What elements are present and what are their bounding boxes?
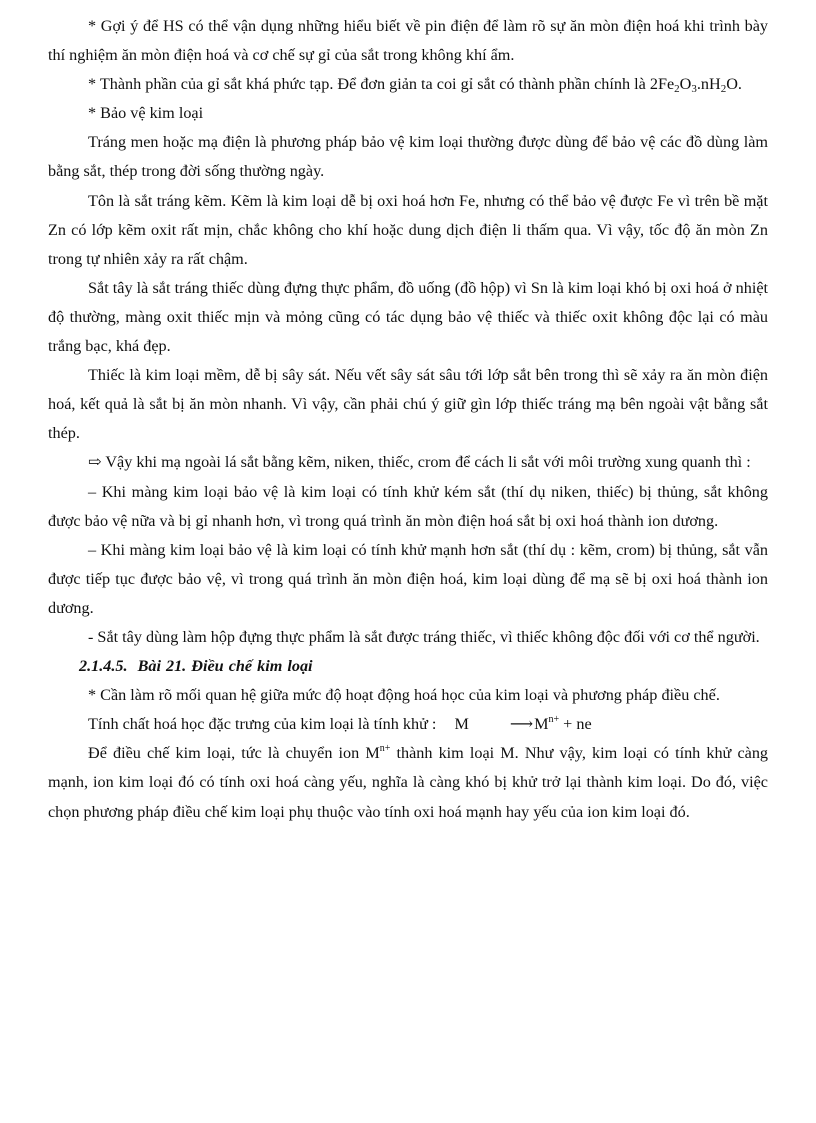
- paragraph-activity-vs-method: * Cần làm rõ mối quan hệ giữa mức độ hoạt động hoá học của kim loại và phương pháp điều chế.: [88, 686, 720, 705]
- rust-formula: $2Fe_2O_3.nH_2O$.: [649, 75, 742, 96]
- paragraph-stronger-metal-case: – Khi màng kim loại bảo vệ là kim loại có tính khử mạnh hơn sắt (thí dụ : kẽm, crom) bị thủng, sắt vẫn được tiếp tục được bảo vệ, vì trong quá trình ăn mòn điện hoá, kim loại dùng để mạ sẽ bị oxi hoá thành ion dương.: [48, 540, 768, 617]
- paragraph-tinplate: Sắt tây là sắt tráng thiếc dùng đựng thực phẩm, đồ uống (đồ hộp) vì Sn là kim loại khó bị oxi hoá ở nhiệt độ thường, màng oxit thiếc mịn và mỏng cũng có tác dụng bảo vệ thiếc và thiếc oxit không độc lại có màu trắng bạc, khá đẹp.: [48, 278, 768, 356]
- reaction-arrow-icon: ⟶: [509, 715, 534, 734]
- oxidation-formula: M $⟶M^{n+}$ + ne: [454, 715, 591, 733]
- paragraph-weaker-metal-case: – Khi màng kim loại bảo vệ là kim loại có tính khử kém sắt (thí dụ niken, thiếc) bị thủng, sắt không được bảo vệ nữa và bị gỉ nhanh hơn, vì trong quá trình ăn mòn điện hoá sắt bị oxi hoá thành ion dương.: [48, 482, 768, 530]
- section-title: Bài 21. Điều chế kim loại: [137, 657, 313, 676]
- paragraph-enamel-plating: Tráng men hoặc mạ điện là phương pháp bảo vệ kim loại thường được dùng để bảo vệ các đồ dùng làm bằng sắt, thép trong đời sống thường ngày.: [48, 133, 768, 181]
- paragraph-tin-can-safety: - Sắt tây dùng làm hộp đựng thực phẩm là sắt được tráng thiếc, vì thiếc không độc đối với cơ thể người.: [88, 627, 760, 646]
- paragraph-reducing-property: Tính chất hoá học đặc trưng của kim loại là tính khử : M $⟶M^{n+}$ + ne: [48, 710, 768, 739]
- paragraph-tin-soft: Thiếc là kim loại mềm, dễ bị sây sát. Nếu vết sây sát sâu tới lớp sắt bên trong thì sẽ xảy ra ăn mòn điện hoá, kết quả là sắt bị ăn mòn nhanh. Vì vậy, cần phải chú ý giữ gìn lớp thiếc tráng mạ bên ngoài vật bằng sắt thép.: [48, 366, 768, 443]
- section-heading: [48, 652, 768, 681]
- paragraph-metal-protection-title: * Bảo vệ kim loại: [88, 104, 204, 123]
- paragraph-metal-preparation: Để điều chế kim loại, tức là chuyển ion $M^{n+}$ thành kim loại M. Như vậy, kim loại có tính khử càng mạnh, ion kim loại đó có tính oxi hoá càng yếu, nghĩa là càng khó bị khử trở lại thành kim loại. Do đó, việc chọn phương pháp điều chế kim loại phụ thuộc vào tính oxi hoá mạnh hay yếu của ion kim loại đó.: [48, 743, 769, 821]
- paragraph-galvanic-hint: * Gợi ý để HS có thể vận dụng những hiểu biết về pin điện để làm rõ sự ăn mòn điện hoá khi trình bày thí nghiệm ăn mòn điện hoá và cơ chế sự gỉ của sắt trong không khí ẩm.: [48, 17, 768, 65]
- arrow-right-icon: ⇨: [88, 453, 102, 472]
- document-page: [48, 12, 768, 827]
- paragraph-galvanized-iron: Tôn là sắt tráng kẽm. Kẽm là kim loại dễ bị oxi hoá hơn Fe, nhưng có thể bảo vệ được Fe vì trên bề mặt Zn có lớp kẽm oxit rất mịn, chắc không cho khí hoặc dung dịch điện li thấm qua. Vì vậy, tốc độ ăn mòn Zn trong tự nhiên xảy ra rất chậm.: [48, 191, 768, 268]
- paragraph-rust-composition: [48, 70, 768, 99]
- section-number: 2.1.4.5.: [79, 657, 128, 676]
- rust-composition-text: * Thành phần của gỉ sắt khá phức tạp. Để đơn giản ta coi gỉ sắt có thành phần chính là: [88, 75, 650, 94]
- paragraph-plating-conclusion: ⇨ Vậy khi mạ ngoài lá sắt bằng kẽm, niken, thiếc, crom để cách li sắt với môi trường xung quanh thì :: [88, 453, 751, 472]
